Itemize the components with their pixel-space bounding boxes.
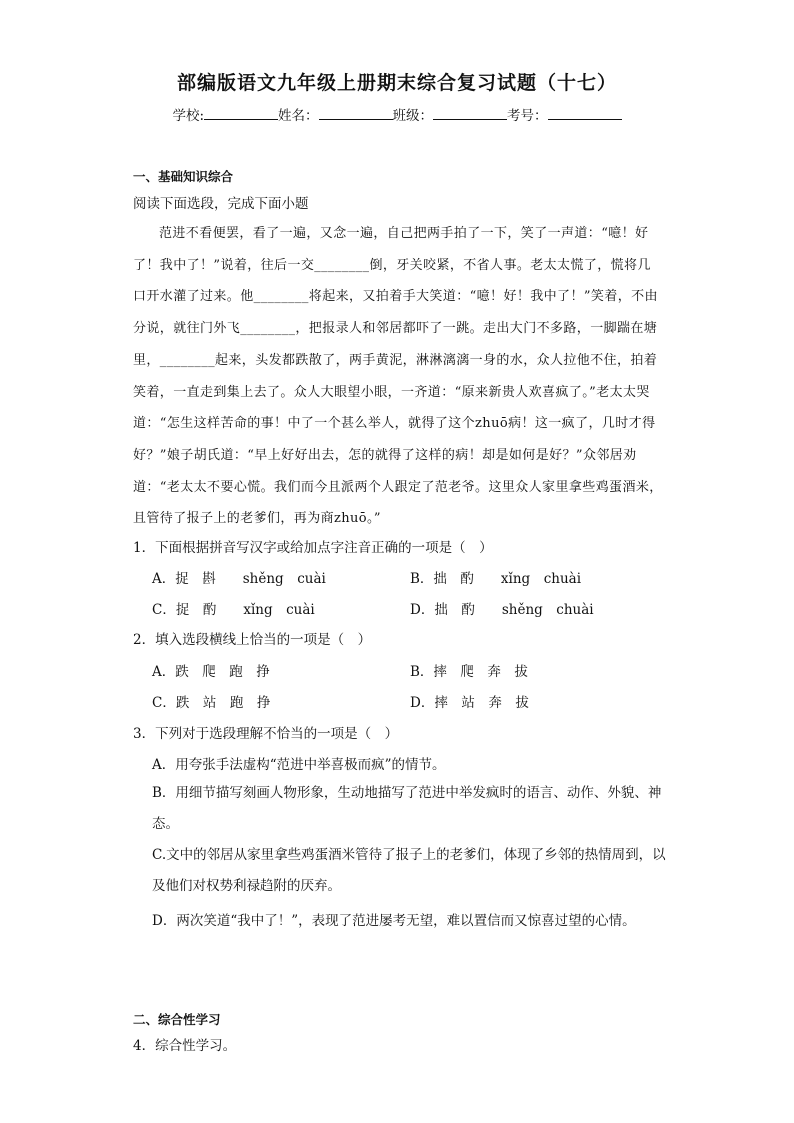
section-heading-2: 二、综合性学习: [133, 1012, 221, 1027]
class-blank: [433, 107, 507, 120]
question-2-option-a[interactable]: [152, 660, 270, 680]
question-2-option-c[interactable]: [152, 691, 270, 711]
option-label: C．: [152, 602, 176, 618]
question-1-option-b[interactable]: [410, 567, 581, 587]
option-label: B．: [152, 785, 176, 801]
option-label: A．: [152, 571, 176, 587]
option-label: D．: [410, 602, 435, 618]
question-3-option-c[interactable]: [152, 840, 672, 902]
question-1-option-d[interactable]: [410, 598, 594, 618]
class-label: 班级：: [392, 108, 434, 124]
option-label: B．: [410, 664, 434, 680]
name-label: 姓名：: [278, 108, 319, 124]
option-text: 两次笑道“我中了！”，表现了范进屡考无望，难以置信而又惊喜过望的心情。: [176, 913, 636, 929]
question-3-option-a[interactable]: [152, 753, 446, 773]
option-label: B．: [410, 571, 434, 587]
question-3-option-b[interactable]: [152, 778, 672, 840]
question-2-option-b[interactable]: [410, 660, 528, 680]
option-text: 摔 爬 奔 拔: [433, 664, 528, 680]
question-3-option-d[interactable]: [152, 909, 636, 929]
exam-number-blank: [548, 107, 622, 120]
section-heading-1: 一、基础知识综合: [133, 169, 234, 184]
option-text: 用夸张手法虚构“范进中举喜极而疯”的情节。: [175, 757, 446, 773]
option-text: 跌 站 跑 挣: [175, 695, 271, 711]
question-1-option-c[interactable]: [152, 598, 315, 618]
option-text: 摔 站 奔 拔: [434, 695, 529, 711]
name-blank: [319, 107, 393, 120]
question-2-option-d[interactable]: [410, 691, 529, 711]
question-1-stem: 1．下面根据拼音写汉字或给加点字注音正确的一项是（ ）: [133, 540, 493, 556]
question-1-option-a[interactable]: [152, 567, 326, 587]
option-text: 拙 酌 xǐng chuài: [433, 571, 582, 587]
student-info-line: [0, 104, 794, 124]
option-label: D．: [410, 695, 435, 711]
school-label: 学校:: [172, 108, 205, 124]
option-text: 跌 爬 跑 挣: [175, 664, 270, 680]
passage-text: 范进不看便罢，看了一遍，又念一遍，自己把两手拍了一下，笑了一声道：“噫！好了！我中了！”说着，往后一交________倒，牙关咬紧，不省人事。老太太慌了，慌将几口开水灌了过来。他________将起来，又拍着手大笑道：“噫！好！我中了！”笑着，不由分说，就往门外飞________，把报录人和邻居都吓了一跳。走出大门不多路，一脚踹在塘里，________起来，头发都跌散了，两手黄泥，淋淋漓漓一身的水，众人拉他不住，拍着笑着，一直走到集上去了。众人大眼望小眼，一齐道：“原来新贵人欢喜疯了。”老太太哭道：“怎生这样苦命的事！中了一个甚么举人，就得了这个zhuō病！这一疯了，几时才得好？”娘子胡氏道：“早上好好出去，怎的就得了这样的病！却是如何是好？”众邻居劝道：“老太太不要心慌。我们而今且派两个人跟定了范老爷。这里众人家里拿些鸡蛋酒米，且管待了报子上的老爹们，再为商zhuō。”: [133, 226, 663, 527]
question-3-stem: 3．下列对于选段理解不恰当的一项是（ ）: [133, 726, 399, 742]
page-title: 部编版语文九年级上册期末综合复习试题（十七）: [176, 72, 617, 94]
reading-passage: [133, 218, 663, 535]
option-label: D．: [152, 913, 177, 929]
exam-number-label: 考号：: [507, 108, 548, 124]
option-text: 用细节描写刻画人物形象，生动地描写了范进中举发疯时的语言、动作、外貌、神态。: [152, 785, 662, 832]
option-label: A．: [152, 664, 176, 680]
question-2-stem: 2．填入选段横线上恰当的一项是（ ）: [133, 632, 372, 648]
option-text: 捉 斟 shěng cuài: [175, 571, 326, 587]
option-text: 文中的邻居从家里拿些鸡蛋酒米管待了报子上的老爹们，体现了乡邻的热情周到，以及他们对权势利禄趋附的厌弃。: [152, 847, 666, 894]
option-label: C．: [152, 695, 176, 711]
question-4-stem: 4．综合性学习。: [133, 1038, 237, 1054]
option-label: A．: [152, 757, 176, 773]
option-text: 拙 酌 shěng chuài: [434, 602, 594, 618]
reading-instruction: 阅读下面选段，完成下面小题: [133, 196, 309, 212]
school-blank: [204, 107, 278, 120]
option-label: C.: [152, 847, 167, 863]
option-text: 捉 酌 xǐng cuài: [175, 602, 315, 618]
